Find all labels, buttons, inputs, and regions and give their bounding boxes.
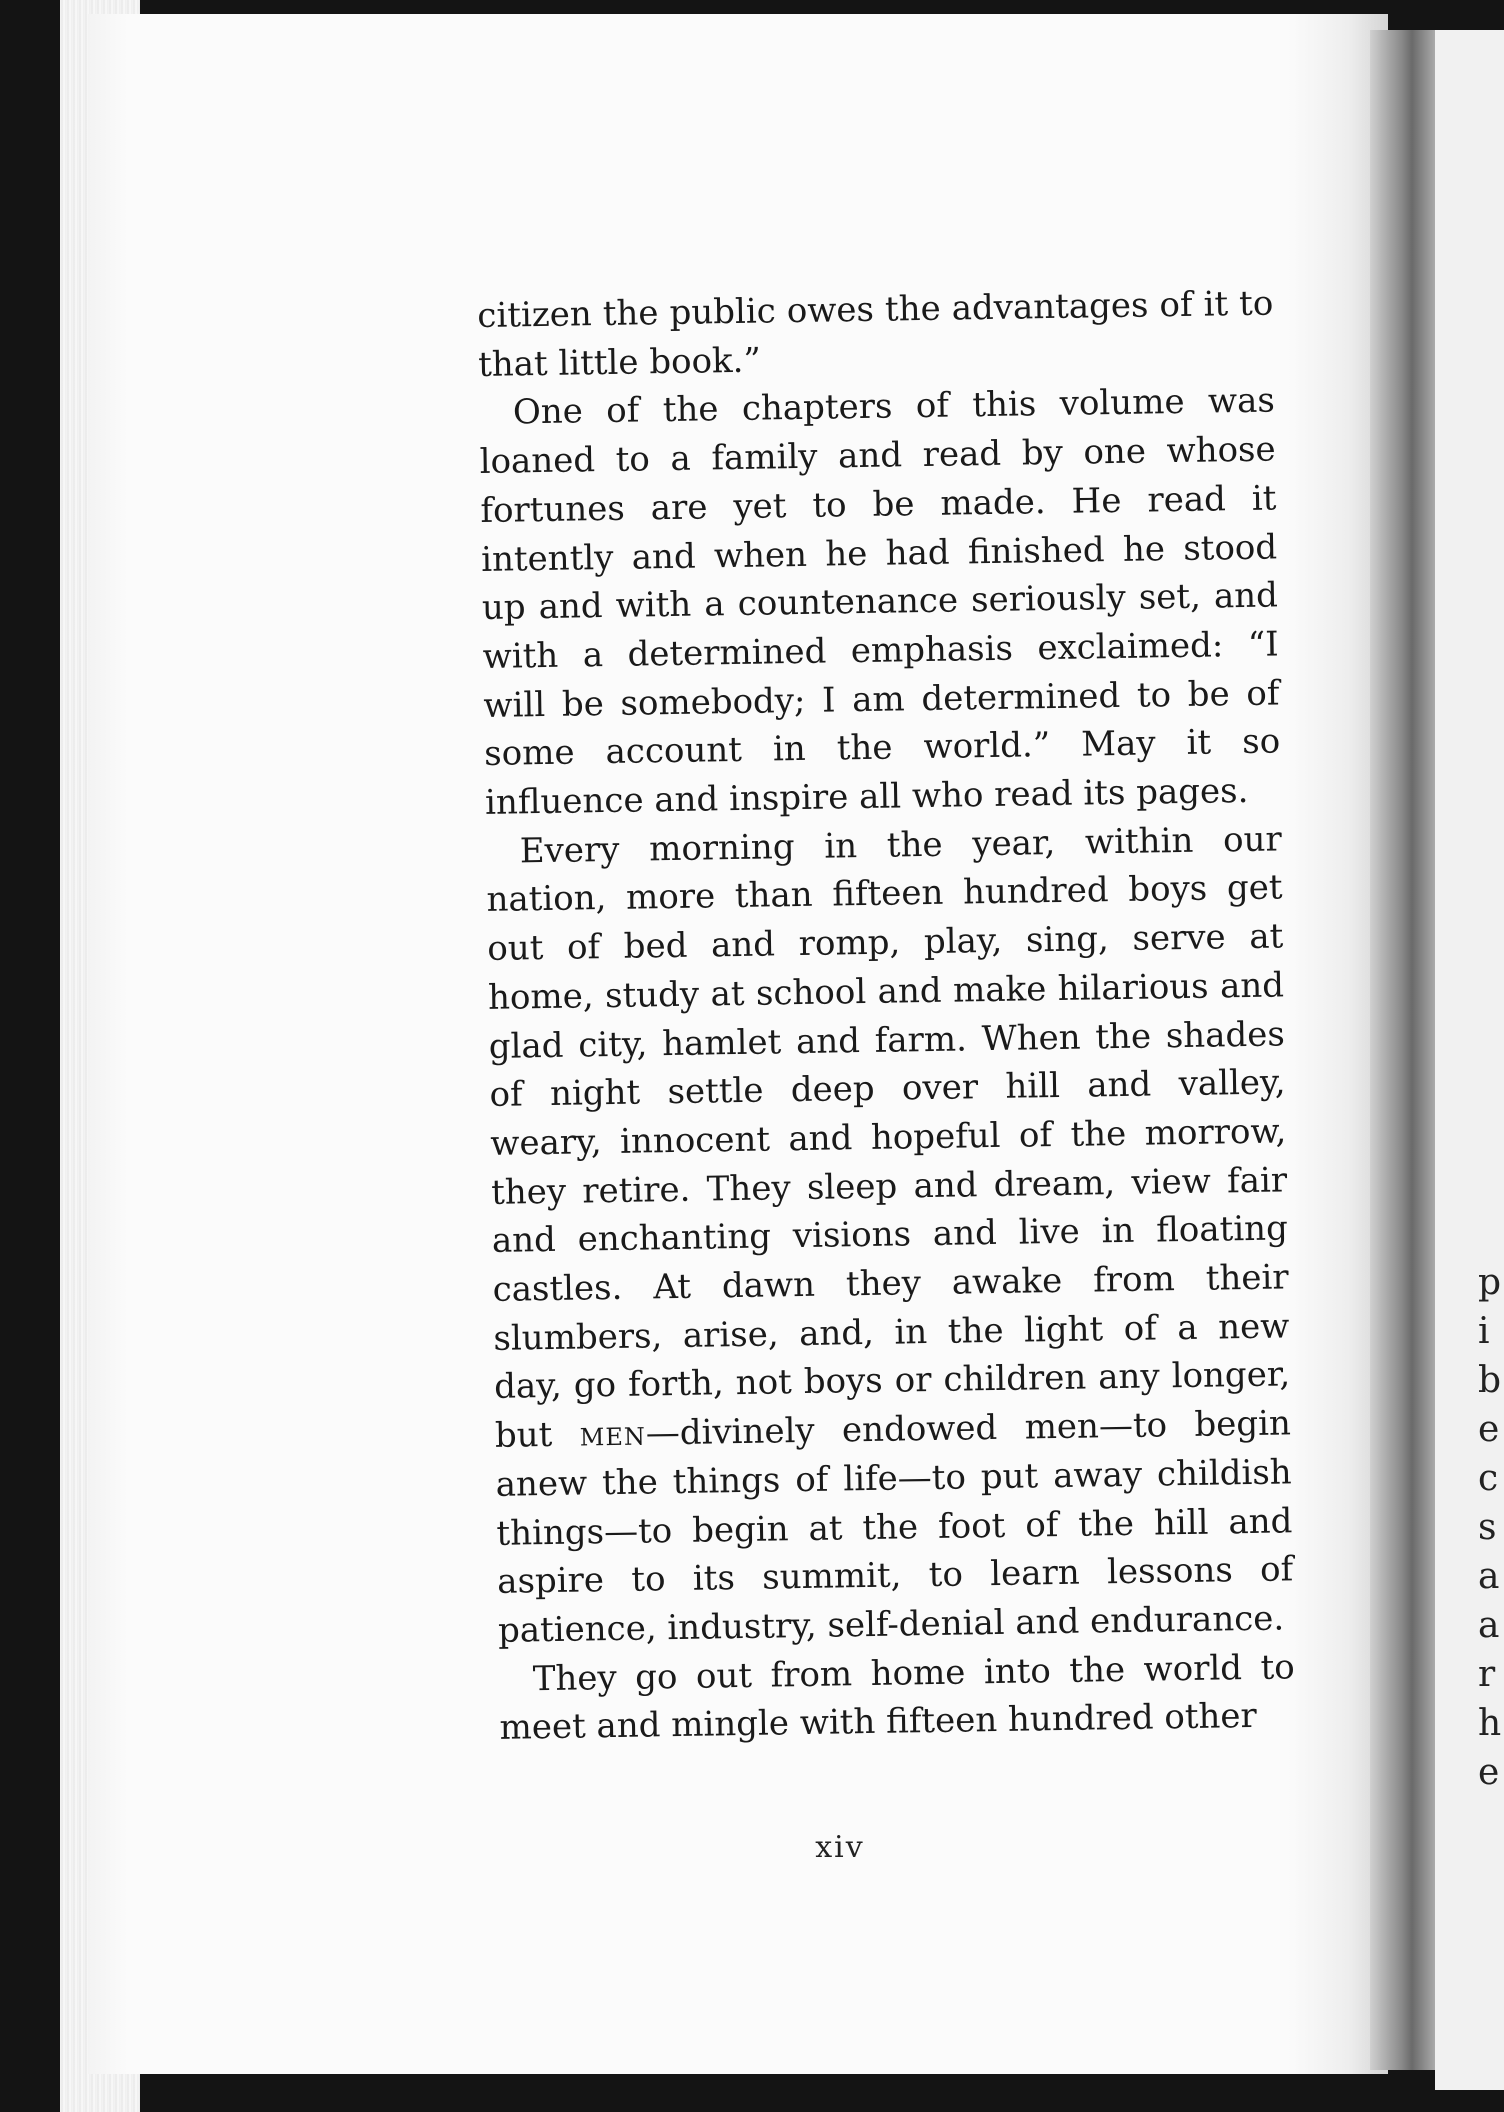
facing-fragment: e — [1478, 1752, 1500, 1793]
facing-fragment: a — [1478, 1556, 1500, 1597]
facing-fragment: r — [1478, 1654, 1496, 1695]
facing-page-text-fragments — [1478, 1258, 1504, 1797]
paragraph-text: Every morning in the year, within our nation, more than fifteen hundred boys get out of bed and romp, play, sing, serve at home, study at school and make hilarious and glad city, hamlet and farm. When the shades of night settle deep over hill and valley, weary, innocent and hopeful of the morrow, they retire. They sleep and dream, view fair and enchanting visions and live in floating castles. At dawn they awake from their slumbers, arise, and, in the light of a new day, go forth, not boys or children any longer, but — [486, 819, 1291, 1457]
paragraph — [485, 815, 1294, 1655]
facing-fragment: a — [1478, 1605, 1500, 1646]
facing-fragment: i — [1478, 1311, 1490, 1352]
paragraph-continuation: citizen the public owes the advantages of it to that little book.” — [477, 283, 1274, 385]
page-number: xiv — [815, 1830, 865, 1865]
paragraph: One of the chapters of this volume was loaned to a family and read by one whose fortunes are yet to be made. He read it intently and when he had finished he stood up and with a countenance seriously set, and with a determined emphasis exclaimed: “I will be somebody; I am determined to be of some account in the world.” May it so influence and inspire all who read its pages. — [479, 380, 1281, 823]
paragraph: They go out from home into the world to meet and mingle with fifteen hundred other — [499, 1647, 1296, 1749]
paragraph-text: —divinely endowed men—to begin anew the things of life—to put away childish things—to begin at the foot of the hill and aspire to its summit, to learn lessons of patience, industry, self-denial and endurance. — [495, 1403, 1294, 1651]
facing-fragment: b — [1478, 1360, 1502, 1401]
facing-fragment: c — [1478, 1458, 1499, 1499]
facing-fragment: s — [1478, 1507, 1497, 1548]
facing-fragment: h — [1478, 1703, 1502, 1744]
facing-fragment: p — [1478, 1262, 1502, 1303]
facing-fragment: e — [1478, 1409, 1500, 1450]
small-caps-word: men — [579, 1413, 647, 1455]
body-text — [477, 279, 1296, 1752]
gutter-shadow — [1370, 30, 1440, 2070]
